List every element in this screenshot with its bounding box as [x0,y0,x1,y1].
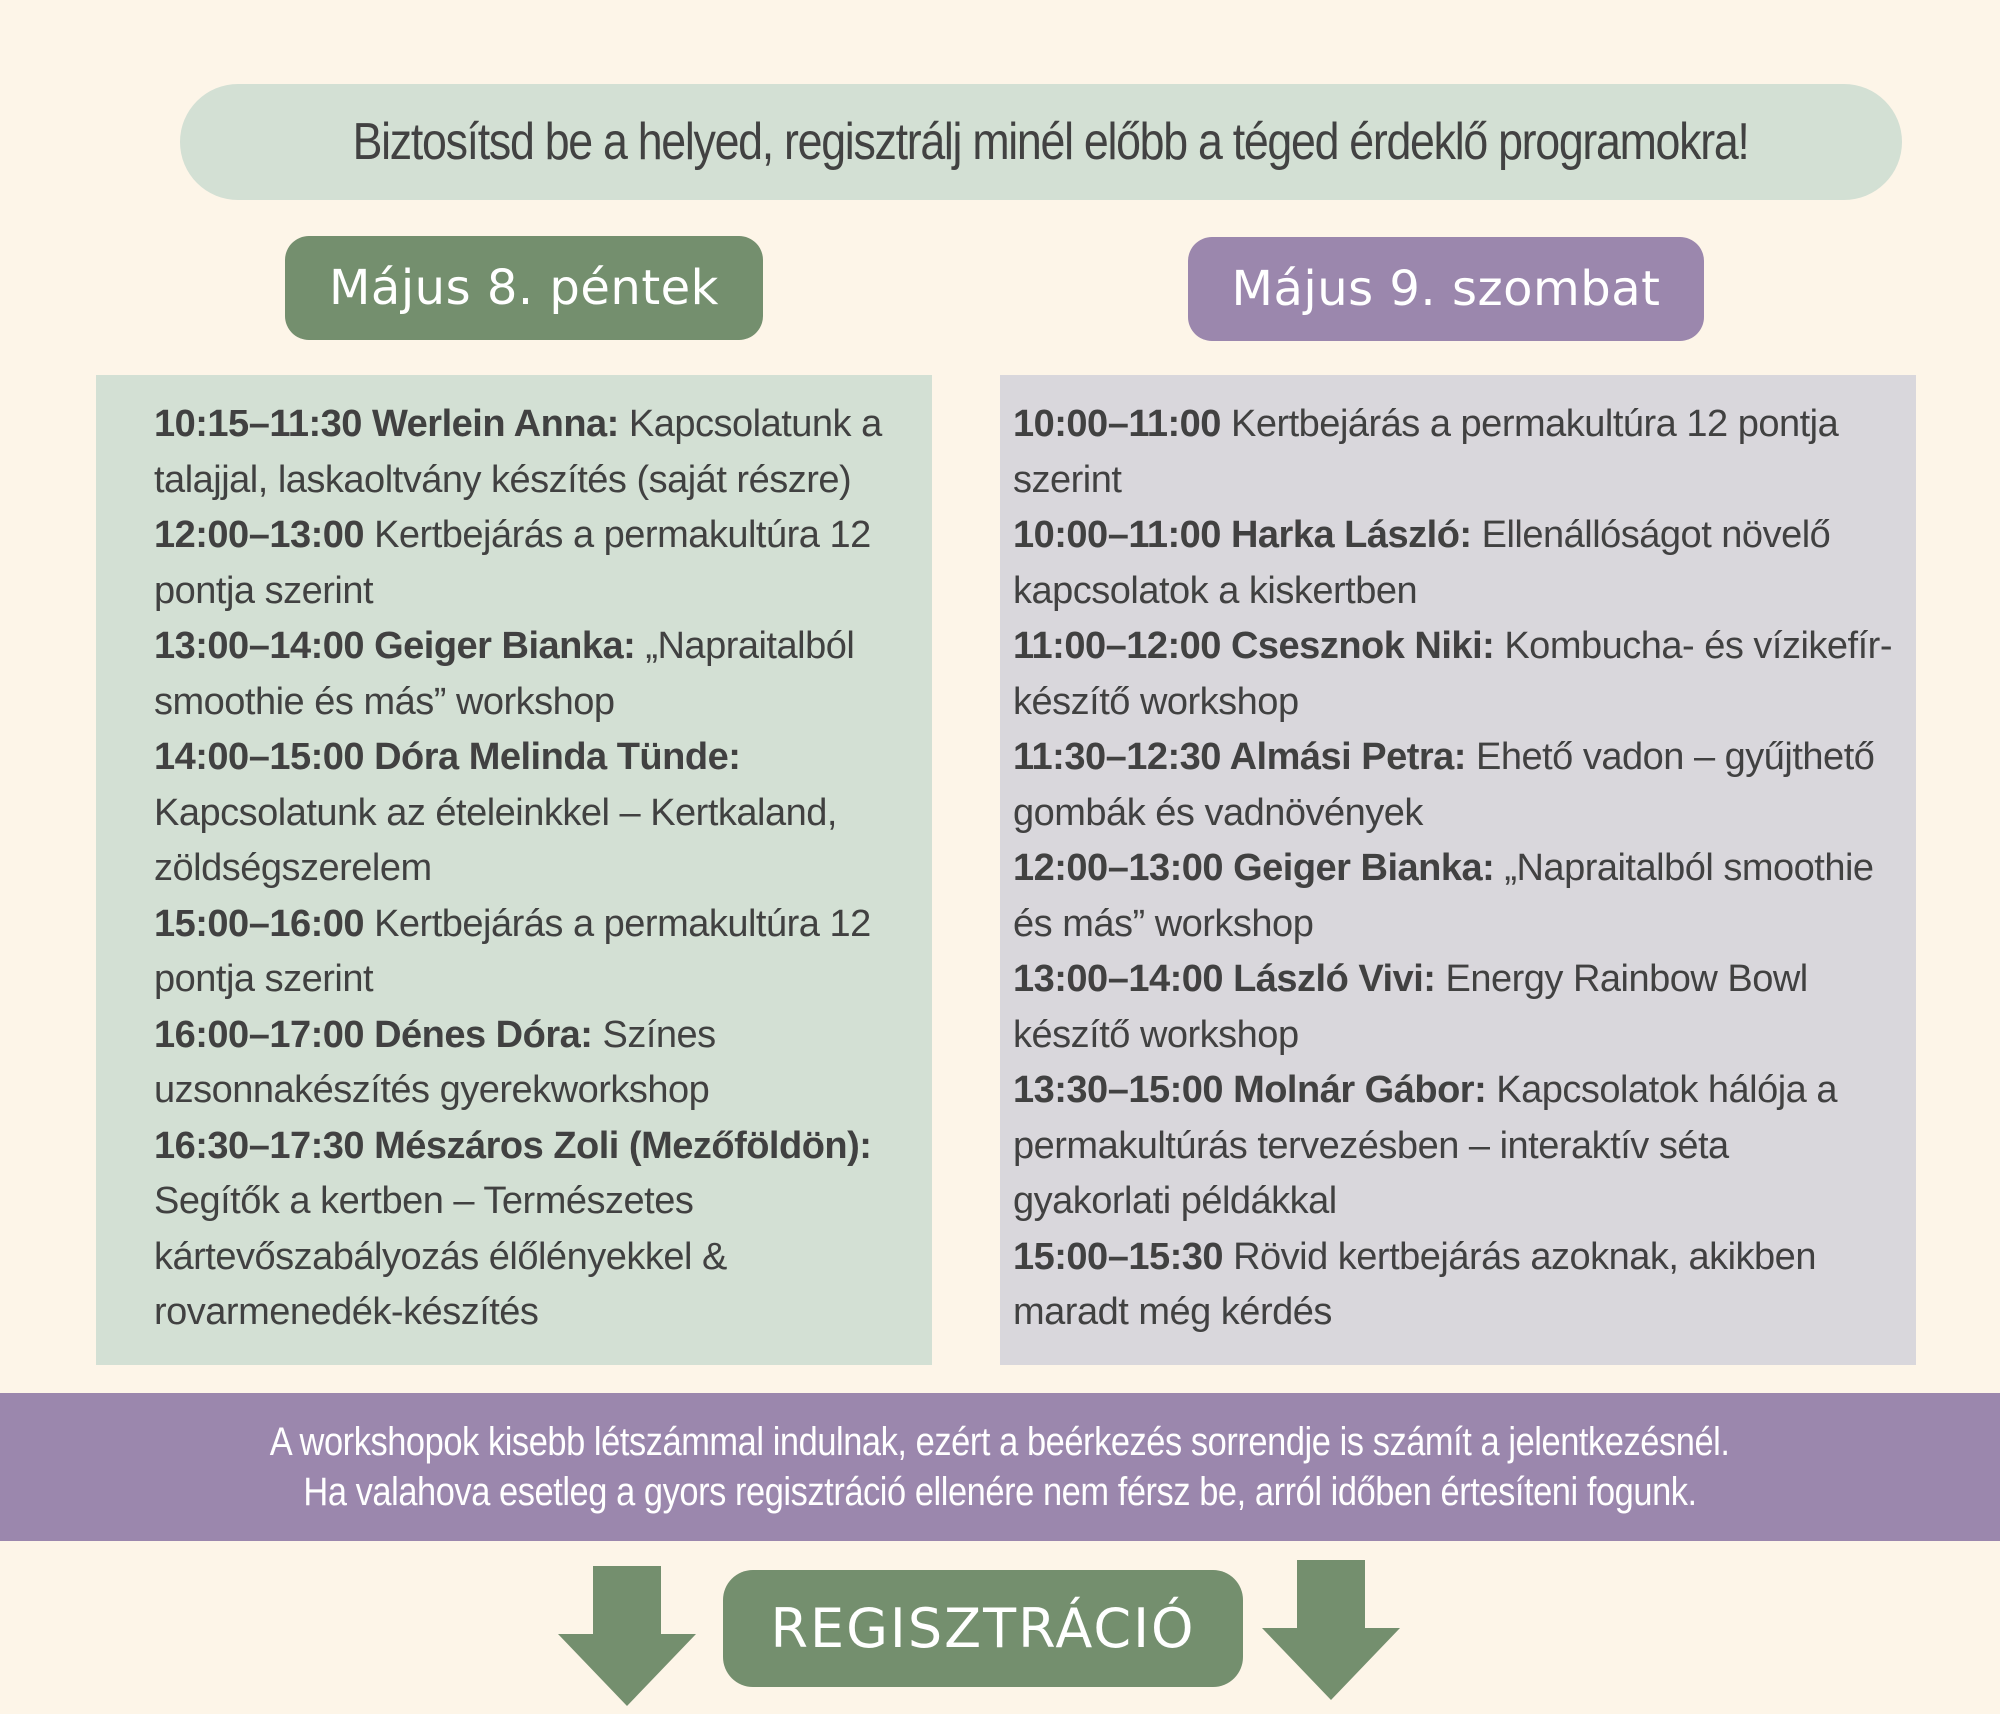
entry-time-speaker: 12:00–13:00 [154,514,365,556]
schedule-entry [1013,508,1896,619]
entry-time-speaker: 11:30–12:30 Almási Petra: [1013,736,1466,778]
banner-text: Biztosítsd be a helyed, regisztrálj minél előbb a téged érdeklő programokra! [353,113,1749,171]
entry-description: „Napraitalból smoothie és más” workshop [1013,847,1874,945]
entry-time-speaker: 10:15–11:30 Werlein Anna: [154,403,619,445]
registration-button[interactable]: REGISZTRÁCIÓ [723,1570,1243,1687]
entry-description: Ehető vadon – gyűjthető gombák és vadnövények [1013,736,1875,834]
entry-description: Kertbejárás a permakultúra 12 pontja szerint [154,902,871,1000]
notice-line-2: Ha valahova esetleg a gyors regisztráció ellenére nem férsz be, arról időben értesíteni fogunk. [303,1470,1697,1514]
day-label-friday: Május 8. péntek [285,236,763,340]
schedule-panel-friday [96,375,932,1365]
schedule-entry [154,619,912,730]
entry-description: Kertbejárás a permakultúra 12 pontja szerint [154,514,871,612]
entry-description: „Napraitalból smoothie és más” workshop [154,625,855,723]
schedule-entry [154,730,912,897]
schedule-entry [1013,952,1896,1063]
entry-description: Rövid kertbejárás azoknak, akikben maradt még kérdés [1013,1235,1816,1333]
entry-description: Kapcsolatunk az ételeinkkel – Kertkaland, zöldségszerelem [154,791,837,889]
day-label-saturday: Május 9. szombat [1188,237,1704,341]
arrow-down-icon [558,1566,696,1706]
schedule-entry [1013,841,1896,952]
schedule-entry [1013,730,1896,841]
arrow-down-icon [1262,1560,1400,1700]
entry-time-speaker: 16:30–17:30 Mészáros Zoli (Mezőföldön): [154,1124,872,1167]
entry-description: Kapcsolatok hálója a permakultúrás tervezésben – interaktív séta gyakorlati példákkal [1013,1069,1837,1222]
schedule-entry [154,397,912,508]
schedule-entry [154,1008,912,1119]
schedule-entry [154,508,912,619]
entry-time-speaker: 16:00–17:00 Dénes Dóra: [154,1013,593,1056]
schedule-entry [1013,1230,1896,1341]
entry-description: Kapcsolatunk a talajjal, laskaoltvány készítés (saját részre) [154,403,882,501]
entry-time-speaker: 10:00–11:00 Harka László: [1013,514,1472,556]
entry-description: Kombucha- és vízikefír-készítő workshop [1013,625,1892,723]
notice-line-1: A workshopok kisebb létszámmal indulnak, ezért a beérkezés sorrendje is számít a jelentkezésnél. [270,1420,1730,1464]
entry-time-speaker: 14:00–15:00 Dóra Melinda Tünde: [154,736,741,778]
entry-time-speaker: 13:30–15:00 Molnár Gábor: [1013,1069,1487,1111]
entry-time-speaker: 10:00–11:00 [1013,403,1221,445]
entry-time-speaker: 15:00–15:30 [1013,1235,1224,1278]
top-banner [180,84,1902,200]
schedule-entry [154,1119,912,1341]
notice-bar [0,1393,2000,1541]
schedule-entry [1013,397,1896,508]
entry-time-speaker: 13:00–14:00 László Vivi: [1013,958,1436,1000]
entry-time-speaker: 15:00–16:00 [154,902,365,945]
entry-time-speaker: 13:00–14:00 Geiger Bianka: [154,625,636,667]
entry-time-speaker: 11:00–12:00 Csesznok Niki: [1013,625,1495,667]
schedule-entry [1013,619,1896,730]
schedule-entry [1013,1063,1896,1230]
entry-time-speaker: 12:00–13:00 Geiger Bianka: [1013,847,1495,889]
schedule-entry [154,897,912,1008]
entry-description: Ellenállóságot növelő kapcsolatok a kiskertben [1013,514,1831,612]
entry-description: Kertbejárás a permakultúra 12 pontja szerint [1013,403,1839,501]
entry-description: Színes uzsonnakészítés gyerekworkshop [154,1013,716,1111]
entry-description: Segítők a kertben – Természetes kártevőszabályozás élőlényekkel & rovarmenedék-készítés [154,1180,727,1333]
schedule-panel-saturday [1000,375,1916,1365]
entry-description: Energy Rainbow Bowl készítő workshop [1013,958,1808,1056]
